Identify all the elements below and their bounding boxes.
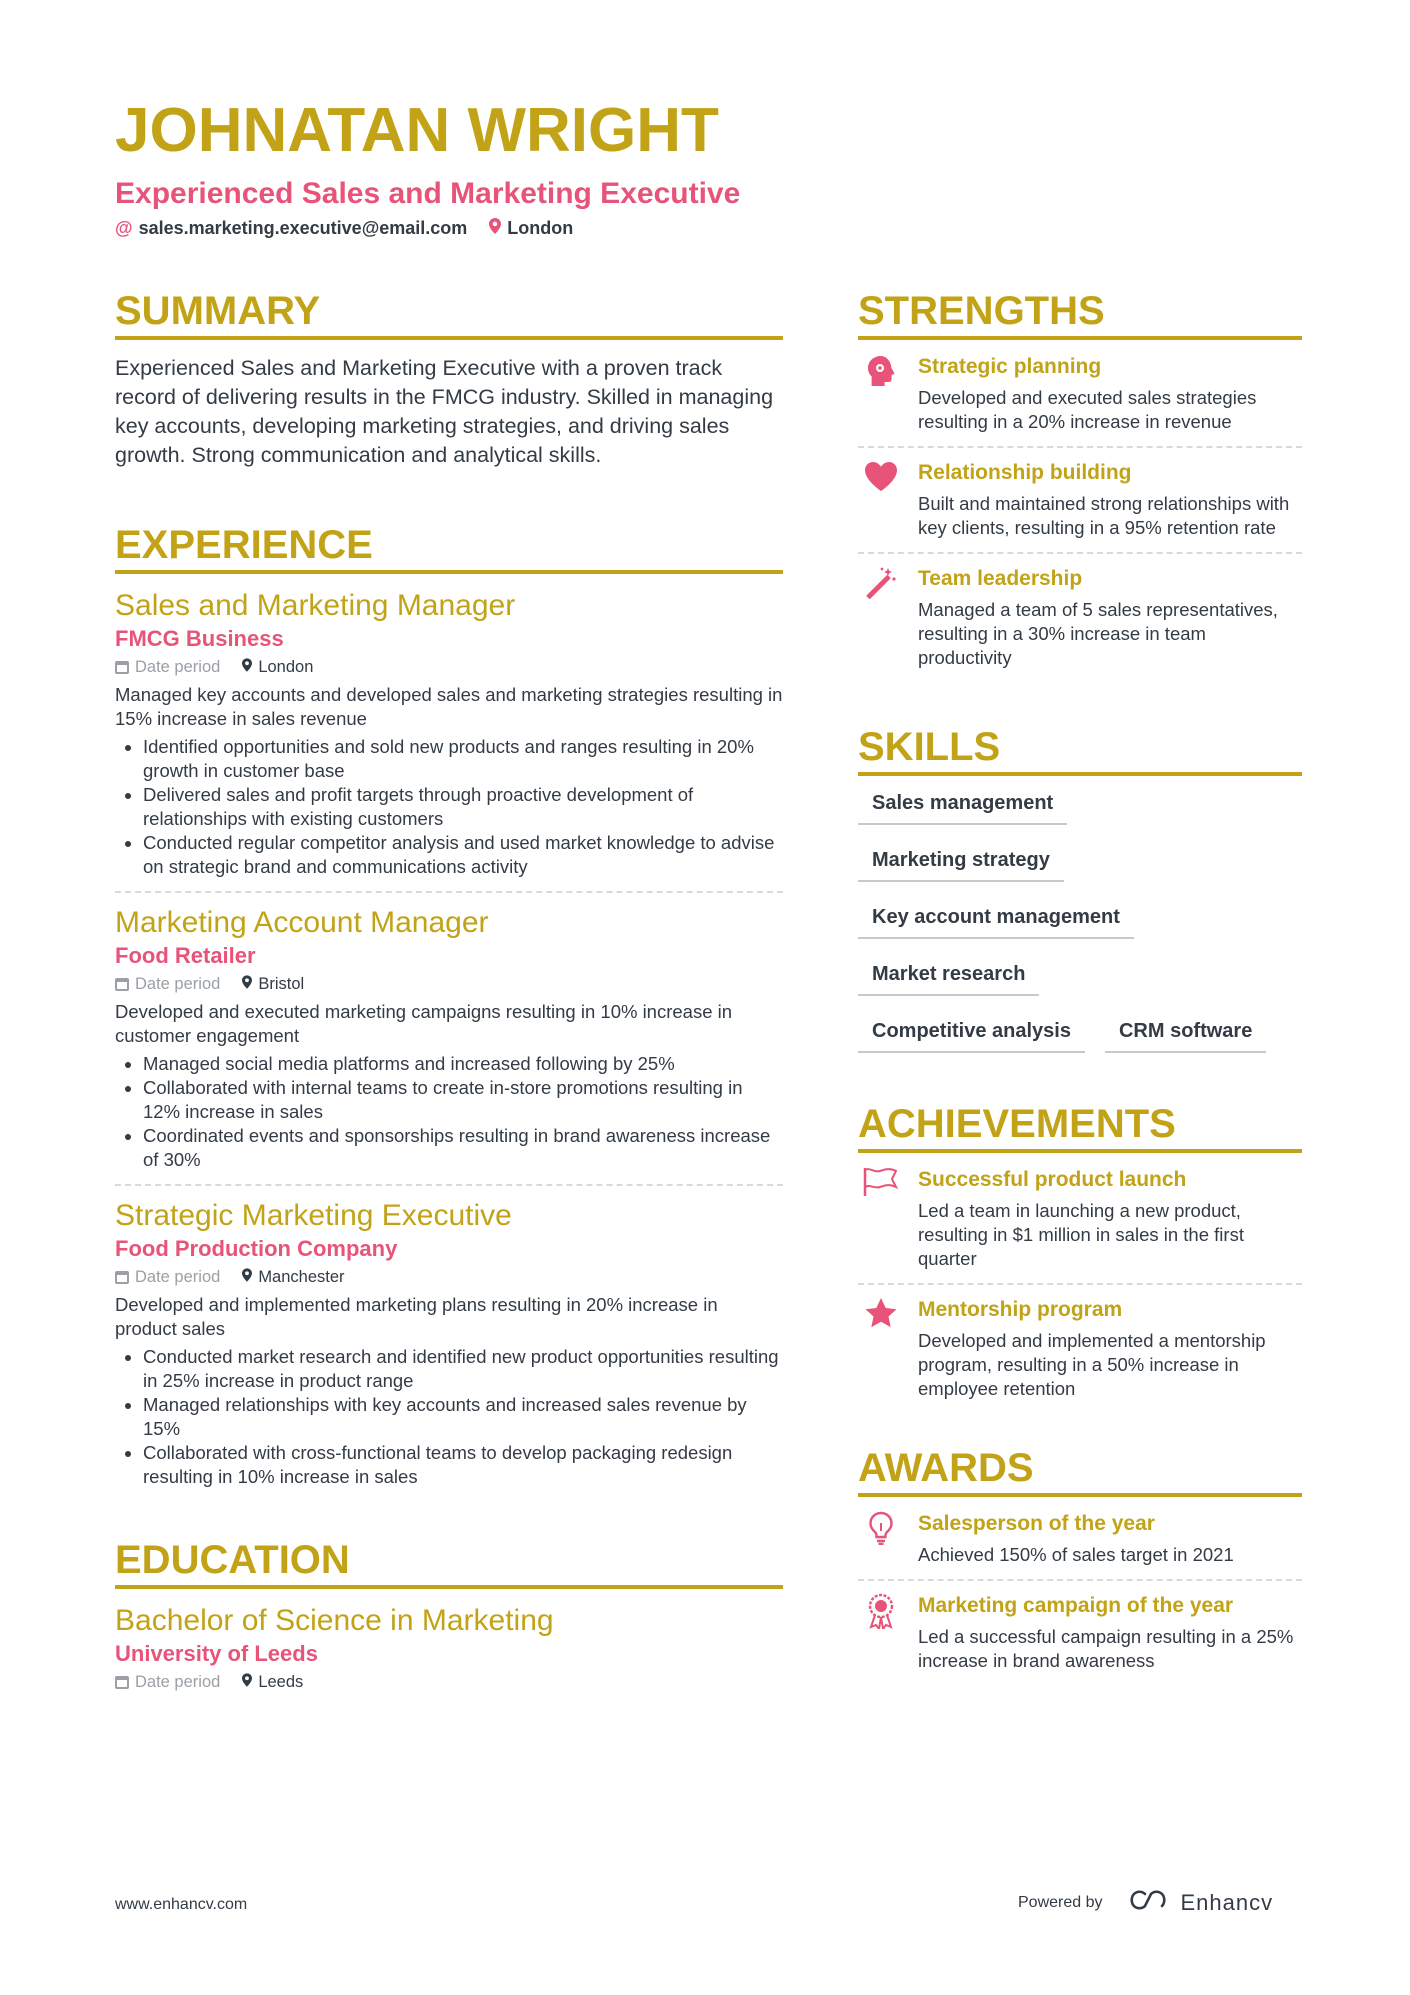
- location-pin-icon: [242, 1268, 252, 1287]
- education-date-text: Date period: [135, 1673, 221, 1691]
- achievement-desc: Developed and implemented a mentorship program, resulting in a 50% increase in employee retention: [918, 1330, 1266, 1399]
- strength-desc: Built and maintained strong relationships with key clients, resulting in a 95% retention rate: [918, 493, 1290, 538]
- summary-text: Experienced Sales and Marketing Executive with a proven track record of delivering results in the FMCG industry. Skilled in managing key accounts, developing marketing strategies, and driving sales growth. Strong communication and analytical skills.: [115, 356, 774, 467]
- magic-wand-icon: [858, 566, 904, 670]
- job-location: [242, 1268, 344, 1287]
- strength-title: Strategic planning: [918, 355, 1102, 378]
- education-location-text: Leeds: [258, 1673, 304, 1691]
- award-item: [858, 1499, 1302, 1581]
- skill-tag: Competitive analysis: [858, 1008, 1085, 1053]
- education-date: [115, 1673, 220, 1692]
- skills-heading: SKILLS: [858, 724, 1302, 776]
- awards-heading: AWARDS: [858, 1445, 1302, 1497]
- job-date-text: Date period: [135, 1268, 221, 1286]
- experience-entry: [115, 588, 783, 893]
- job-location: [242, 975, 304, 994]
- calendar-icon: [115, 661, 129, 674]
- job-role: Marketing Account Manager: [115, 906, 489, 939]
- bullet-item: • Conducted regular competitor analysis and used market knowledge to advise on strategic brand and communications activity: [143, 831, 783, 879]
- job-description: Managed key accounts and developed sales and marketing strategies resulting in 15% increase in sales revenue: [115, 684, 783, 729]
- skill-tag: Sales management: [858, 780, 1067, 825]
- achievement-title: Mentorship program: [918, 1298, 1123, 1321]
- job-date: [115, 658, 220, 677]
- candidate-name: JOHNATAN WRIGHT: [115, 96, 719, 165]
- strength-item: [858, 448, 1302, 554]
- bullet-item: • Identified opportunities and sold new products and ranges resulting in 20% growth in customer base: [143, 735, 783, 783]
- job-date-text: Date period: [135, 975, 221, 993]
- job-bullets: [115, 735, 783, 879]
- right-column: [858, 288, 1302, 1685]
- education-heading: EDUCATION: [115, 1537, 783, 1589]
- job-date: [115, 975, 220, 994]
- bullet-item: • Managed relationships with key accounts and increased sales revenue by 15%: [143, 1393, 783, 1441]
- job-role: Strategic Marketing Executive: [115, 1199, 512, 1232]
- achievement-item: [858, 1155, 1302, 1285]
- calendar-icon: [115, 1271, 129, 1284]
- job-location-text: Manchester: [258, 1268, 345, 1286]
- job-meta: [115, 1268, 783, 1287]
- lightbulb-icon: [858, 1511, 904, 1567]
- location-pin-icon: [489, 218, 501, 239]
- job-location: [242, 658, 313, 677]
- footer-website[interactable]: www.enhancv.com: [115, 1896, 248, 1913]
- experience-heading: EXPERIENCE: [115, 522, 783, 574]
- job-description: Developed and executed marketing campaigns resulting in 10% increase in customer engagement: [115, 1001, 733, 1046]
- education-school: University of Leeds: [115, 1641, 318, 1666]
- heart-icon: [858, 460, 904, 540]
- strength-title: Team leadership: [918, 567, 1083, 590]
- star-icon: [858, 1297, 904, 1401]
- strength-desc: Managed a team of 5 sales representatives, resulting in a 30% increase in team productivity: [918, 599, 1278, 668]
- strength-title: Relationship building: [918, 461, 1132, 484]
- strength-desc: Developed and executed sales strategies resulting in a 20% increase in revenue: [918, 387, 1257, 432]
- candidate-title: Experienced Sales and Marketing Executive: [115, 177, 741, 210]
- head-gear-icon: [858, 354, 904, 434]
- job-company: FMCG Business: [115, 626, 284, 651]
- job-location-text: London: [258, 658, 314, 676]
- strength-item: [858, 554, 1302, 682]
- brand-logo[interactable]: [1125, 1888, 1274, 1918]
- left-column: [115, 288, 783, 1692]
- location-pin-icon: [242, 658, 252, 677]
- skill-tag: CRM software: [1105, 1008, 1266, 1053]
- job-date-text: Date period: [135, 658, 221, 676]
- medal-icon: [858, 1593, 904, 1673]
- job-company: Food Retailer: [115, 943, 256, 968]
- bullet-item: • Managed social media platforms and increased following by 25%: [143, 1052, 783, 1076]
- job-company: Food Production Company: [115, 1236, 398, 1261]
- achievement-item: [858, 1285, 1302, 1413]
- achievement-desc: Led a team in launching a new product, resulting in $1 million in sales in the first quarter: [918, 1200, 1244, 1269]
- job-bullets: [115, 1052, 783, 1172]
- footer-branding: [1018, 1888, 1273, 1918]
- award-item: [858, 1581, 1302, 1685]
- experience-entry: [115, 905, 783, 1186]
- email-contact[interactable]: [115, 218, 467, 239]
- strength-item: [858, 342, 1302, 448]
- summary-heading: SUMMARY: [115, 288, 783, 340]
- award-title: Salesperson of the year: [918, 1512, 1155, 1535]
- job-date: [115, 1268, 220, 1287]
- job-meta: [115, 658, 783, 677]
- strengths-heading: STRENGTHS: [858, 288, 1302, 340]
- enhancv-logo-icon: [1125, 1888, 1171, 1918]
- job-bullets: [115, 1345, 783, 1489]
- location-text: London: [507, 218, 574, 238]
- job-description: Developed and implemented marketing plans resulting in 20% increase in product sales: [115, 1294, 718, 1339]
- job-location-text: Bristol: [258, 975, 305, 993]
- skill-tag: Key account management: [858, 894, 1134, 939]
- bullet-item: • Delivered sales and profit targets through proactive development of relationships with existing customers: [143, 783, 783, 831]
- calendar-icon: [115, 1676, 129, 1689]
- bullet-item: • Collaborated with internal teams to create in-store promotions resulting in 12% increase in sales: [143, 1076, 783, 1124]
- award-desc: Achieved 150% of sales target in 2021: [918, 1544, 1234, 1565]
- award-desc: Led a successful campaign resulting in a 25% increase in brand awareness: [918, 1626, 1294, 1671]
- email-text: sales.marketing.executive@email.com: [138, 218, 468, 238]
- bullet-item: • Coordinated events and sponsorships resulting in brand awareness increase of 30%: [143, 1124, 783, 1172]
- location-contact: [489, 218, 573, 239]
- award-title: Marketing campaign of the year: [918, 1594, 1234, 1617]
- job-meta: [115, 975, 783, 994]
- location-pin-icon: [242, 975, 252, 994]
- education-meta: [115, 1673, 783, 1692]
- powered-by-label: Powered by: [1018, 1894, 1103, 1911]
- location-pin-icon: [242, 1673, 252, 1692]
- skill-tag: Marketing strategy: [858, 837, 1064, 882]
- skill-tag: Market research: [858, 951, 1039, 996]
- flag-icon: [858, 1167, 904, 1271]
- bullet-item: • Collaborated with cross-functional teams to develop packaging redesign resulting in 10% increase in sales: [143, 1441, 783, 1489]
- calendar-icon: [115, 978, 129, 991]
- achievement-title: Successful product launch: [918, 1168, 1187, 1191]
- brand-name: Enhancv: [1180, 1890, 1274, 1915]
- bullet-item: • Conducted market research and identified new product opportunities resulting in 25% increase in product range: [143, 1345, 783, 1393]
- achievements-heading: ACHIEVEMENTS: [858, 1101, 1302, 1153]
- education-degree: Bachelor of Science in Marketing: [115, 1604, 554, 1637]
- education-location: [242, 1673, 303, 1692]
- skills-list: [858, 780, 1302, 1065]
- job-role: Sales and Marketing Manager: [115, 589, 516, 622]
- experience-entry: [115, 1198, 783, 1501]
- at-icon: @: [115, 218, 133, 238]
- contact-row: [115, 218, 573, 239]
